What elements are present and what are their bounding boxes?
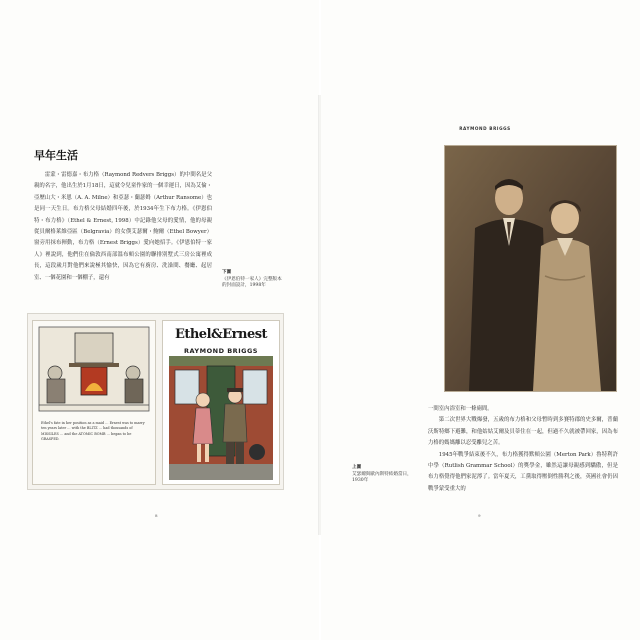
folio-right: 9: [478, 513, 481, 518]
right-paragraph-1: 一間室內浴室和一條廁間。: [428, 406, 493, 412]
right-caption: [352, 465, 414, 485]
right-caption-body: 艾瑟爾與歐內斯特結婚當日，1930年: [352, 471, 412, 484]
left-caption-head: 下圖: [222, 270, 232, 275]
wedding-photo-figures: [445, 146, 616, 391]
back-cover-text: Ethel's fate in her position as a maid … Ernest was to marry ten years later … with the BLITZ … had thousands of MISSILES … and the ATOMIC BOMB … began to be GRASPED.: [41, 421, 145, 442]
section-title: 早年生活: [34, 149, 78, 162]
back-cover-illustration: [33, 321, 155, 416]
cover-title: Ethel&Ernest: [174, 327, 268, 342]
front-cover: [162, 320, 280, 485]
wedding-photo: [444, 145, 617, 392]
back-cover: [32, 320, 156, 485]
book-cover-image: [27, 313, 284, 490]
right-caption-head: 上圖: [352, 465, 362, 470]
left-body-text: 雷蒙・雷德嘉・布力格（Raymond Redvers Briggs）的中間名是父親的名字，他出生於1月18日，這就令兒童作家的一個幸運日，因為艾倫・亞歷山大・米恩（A. A. Milne）和亞瑟・蘭瑟姆（Arthur Ransome）也是同一天生日。布力格父母結婚四年後，於1934年生下布力格。《伊恩伯特・布力格》（Ethel & Ernest, 1998）中記錄他父母的愛情，他的母親從貝爾格萊維亞區（Belgravia）的女僕艾瑟爾・鮑爾（Ethel Bowyer）窗旁用抹布揮動，布力格（Ernest Briggs）愛向她招手。《伊恩伯特一家人》裡說到，他們住在倫敦西南部溫布頓公園的聯排別墅式三房公寓裡成長，這段歲月對他們來說極其愉快，因為它有廚房、洗澡間、餐廳、起居室、一個花園和一個棚子，還有: [34, 172, 212, 281]
front-cover-illustration: [163, 356, 279, 484]
running-head: RAYMOND BRIGGS: [459, 126, 511, 131]
cover-author: RAYMOND BRIGGS: [184, 347, 258, 355]
left-caption: [222, 270, 284, 290]
folio-left: 8: [155, 513, 158, 518]
right-paragraph-3: 1945年戰爭結束後不久，布力格獲得默頓公園（Merton Park）魯特利許中學（Rutlish Grammar School）的獎學金，雖然這讓母親感到驕傲，但是布力格覺得他們家泥濘了。當年夏天，工黨取得壓倒性勝利之後，英國社會仍因戰爭蒙受重大的: [428, 451, 618, 492]
left-page: [0, 0, 319, 640]
left-caption-body: 《伊恩伯特一家人》完整版本的封面設計，1998年: [222, 276, 282, 289]
right-paragraph-2: 第二次世界大戰爆發，五歲的布力格和父母暫時到多賽特郡的史多爾，普蘭沃斯特鄉下避難，和他姑姑艾爾及貝蒂住在一起，但過不久就被帶回家，因為布力格的媽媽離以忍受離兒之苦。: [428, 417, 618, 447]
right-body-text: [428, 404, 618, 495]
